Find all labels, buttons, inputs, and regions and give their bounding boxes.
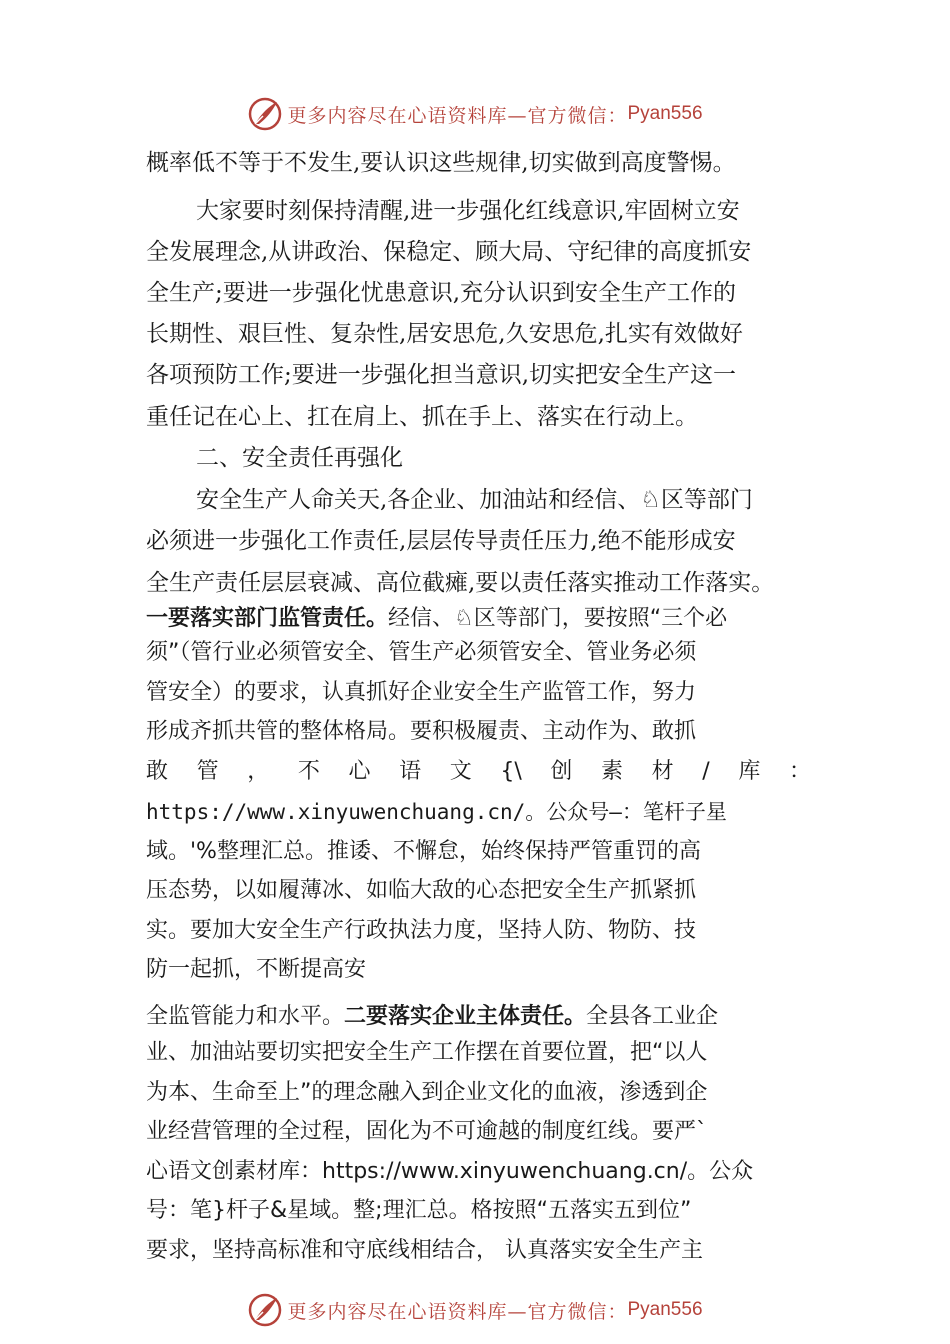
bold-subheading: 一要落实部门监管责任。 [146, 606, 389, 631]
bold-subheading: 二要落实企业主体责任。 [344, 1004, 587, 1029]
spread-glyph: {\ [500, 759, 522, 784]
quill-logo-icon [247, 1292, 283, 1328]
text-line: 长期性、艰巨性、复杂性,居安思危,久安思危,扎实有效做好 [146, 321, 743, 347]
text-line: 全生产责任层层衰减、高位截瘫,要以责任落实推动工作落实。 [146, 570, 775, 596]
text-line: 要求，坚持高标准和守底线相结合， 认真落实安全生产主 [146, 1238, 703, 1263]
text-line: 必须进一步强化工作责任,层层传导责任压力,绝不能形成安 [146, 528, 736, 554]
text-line: 形成齐抓共管的整体格局。要积极履责、主动作为、敢抓 [146, 719, 697, 744]
text-line: 须”（管行业必须管安全、管生产必须管安全、管业务必须 [146, 640, 697, 665]
section-heading: 二、安全责任再强化 [196, 445, 403, 471]
banner-wechat-id: Pyan556 [627, 103, 703, 124]
text-line: https://www.xinyuwenchuang.cn/。公众号—：笔杆子星 [146, 800, 727, 824]
spread-glyph: 敢 [146, 759, 169, 784]
text-line: 全发展理念,从讲政治、保稳定、顾大局、守纪律的高度抓安 [146, 239, 752, 265]
text-line: 大家要时刻保持清醒,进一步强化红线意识,牢固树立安 [196, 198, 740, 224]
header-banner [0, 94, 950, 134]
text-line [146, 1002, 718, 1032]
text-line: 重任记在心上、扛在肩上、抓在手上、落实在行动上。 [146, 404, 698, 430]
text-line: 安全生产人命关天,各企业、加油站和经信、♘区等部门 [196, 487, 753, 513]
footer-banner [0, 1290, 950, 1330]
spread-glyph: 创 [550, 759, 573, 784]
spread-glyph: 不 [297, 759, 320, 784]
quill-logo-icon [247, 96, 283, 132]
text-line: 压态势，以如履薄冰、如临大敌的心态把安全生产抓紧抓 [146, 878, 697, 903]
text-line: 为本、生命至上”的理念融入到企业文化的血液，渗透到企 [146, 1080, 708, 1105]
text-line: 域。'%整理汇总。推诿、不懈怠，始终保持严管重罚的高 [146, 839, 701, 864]
text-line: 管安全）的要求，认真抓好企业安全生产监管工作，努力 [146, 680, 697, 705]
spread-glyph: ： [788, 759, 811, 784]
spread-glyph: 语 [399, 759, 422, 784]
text-line: 心语文创素材库：https://www.xinyuwenchuang.cn/。公众 [146, 1159, 754, 1184]
spread-glyph: / [702, 759, 710, 784]
text-span: 经信、♘区等部门，要按照“三个必 [388, 606, 728, 631]
spread-text-line [146, 757, 811, 787]
spread-glyph: 管 [196, 759, 219, 784]
banner-text: 更多内容尽在心语资料库—官方微信： [287, 1300, 628, 1323]
banner-text: 更多内容尽在心语资料库—官方微信： [287, 104, 628, 127]
text-line [146, 604, 727, 634]
spread-glyph: ， [247, 759, 270, 784]
text-line: 全生产;要进一步强化忧患意识,充分认识到安全生产工作的 [146, 280, 737, 306]
text-span: 全监管能力和水平。 [146, 1004, 345, 1029]
spread-glyph: 心 [348, 759, 371, 784]
text-line: 实。要加大安全生产行政执法力度，坚持人防、物防、技 [146, 918, 697, 943]
text-line: 各项预防工作;要进一步强化担当意识,切实把安全生产这一 [146, 362, 737, 388]
spread-glyph: 材 [651, 759, 674, 784]
text-line: 业、加油站要切实把安全生产工作摆在首要位置，把“以人 [146, 1040, 708, 1065]
text-line: 号：笔}杆子&星域。整;理汇总。格按照“五落实五到位” [146, 1198, 692, 1223]
text-line: 防一起抓，不断提高安 [146, 957, 367, 982]
text-line: 概率低不等于不发生,要认识这些规律,切实做到高度警惕。 [146, 150, 736, 176]
text-line: 业经营管理的全过程，固化为不可逾越的制度红线。要严` [146, 1119, 708, 1144]
banner-wechat-id: Pyan556 [627, 1299, 703, 1320]
spread-glyph: 库 [738, 759, 761, 784]
spread-glyph: 文 [449, 759, 472, 784]
text-span: 全县各工业企 [586, 1004, 719, 1029]
spread-glyph: 素 [601, 759, 624, 784]
